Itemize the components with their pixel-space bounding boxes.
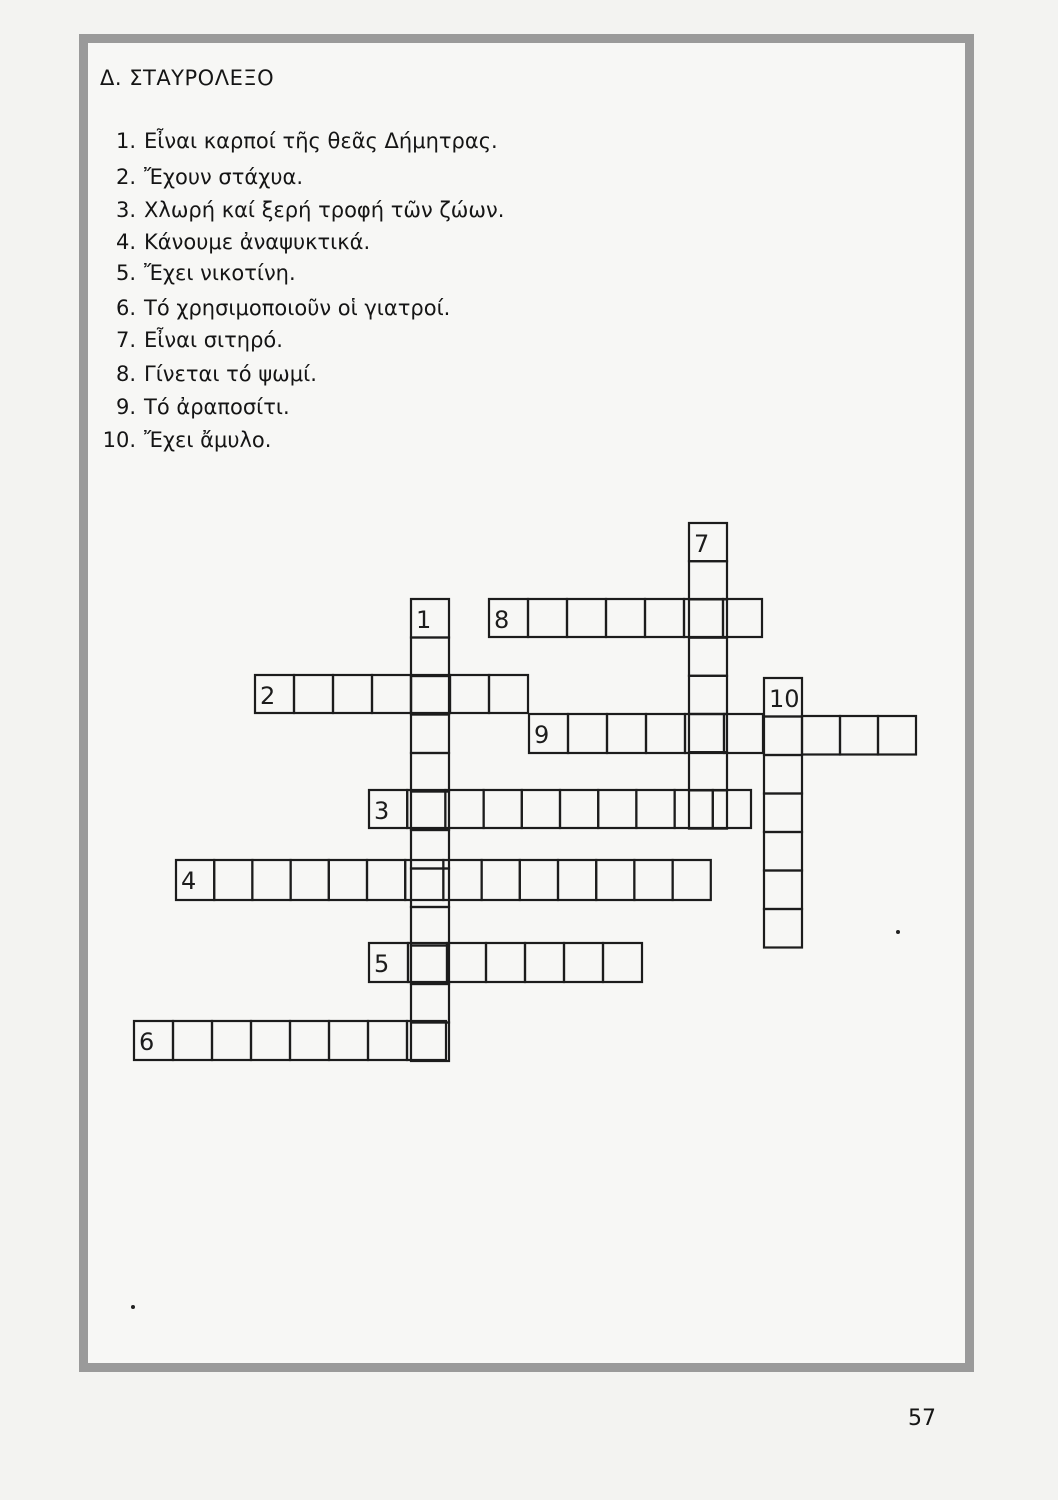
entry-number: 9 — [534, 721, 550, 749]
clue-item — [90, 328, 283, 352]
entry-number: 1 — [416, 606, 432, 634]
clue-item — [90, 395, 290, 419]
clue-item — [90, 230, 370, 254]
clue-item — [90, 129, 498, 153]
entry-number: 6 — [139, 1028, 155, 1056]
clue-item — [90, 428, 271, 452]
clue-text: Τό χρησιμοποιοῦν οἱ γιατροί. — [144, 296, 451, 320]
entry-number: 8 — [494, 606, 510, 634]
entry-number: 5 — [374, 950, 390, 978]
clue-number: 8. — [115, 362, 136, 386]
clue-number: 3. — [115, 198, 136, 222]
clue-number: 6. — [115, 296, 136, 320]
clue-number: 5. — [115, 261, 136, 285]
clue-number: 9. — [115, 395, 136, 419]
entry-number: 7 — [694, 530, 710, 558]
clue-number: 10. — [102, 428, 136, 452]
clue-number: 4. — [115, 230, 136, 254]
entry-number: 3 — [374, 797, 390, 825]
stray-dot — [131, 1305, 135, 1309]
clue-item — [90, 165, 303, 189]
clue-number: 2. — [115, 165, 136, 189]
clue-text: Ἔχει ἄμυλο. — [144, 428, 272, 452]
clue-text: Εἶναι σιτηρό. — [144, 328, 283, 352]
clue-text: Ἔχουν στάχυα. — [144, 165, 303, 189]
section-title: Δ. ΣΤΑΥΡΟΛΕΞΟ — [100, 66, 275, 90]
clue-number: 1. — [115, 129, 136, 153]
clue-number: 7. — [115, 328, 136, 352]
entry-number: 10 — [769, 685, 800, 713]
entry-number: 4 — [181, 867, 197, 895]
page-number: 57 — [908, 1406, 936, 1431]
clue-text: Εἶναι καρποί τῆς θεᾶς Δήμητρας. — [144, 129, 498, 153]
clue-item — [90, 362, 317, 386]
stray-dot — [896, 930, 900, 934]
clue-text: Γίνεται τό ψωμί. — [144, 362, 317, 386]
clue-text: Ἔχει νικοτίνη. — [144, 261, 296, 285]
clue-item — [90, 261, 296, 285]
clue-item — [90, 198, 504, 222]
clue-item — [90, 296, 450, 320]
clue-text: Τό ἀραποσίτι. — [144, 395, 290, 419]
clue-text: Χλωρή καί ξερή τροφή τῶν ζώων. — [144, 198, 505, 222]
clue-text: Κάνουμε ἀναψυκτικά. — [144, 230, 371, 254]
entry-number: 2 — [260, 682, 276, 710]
